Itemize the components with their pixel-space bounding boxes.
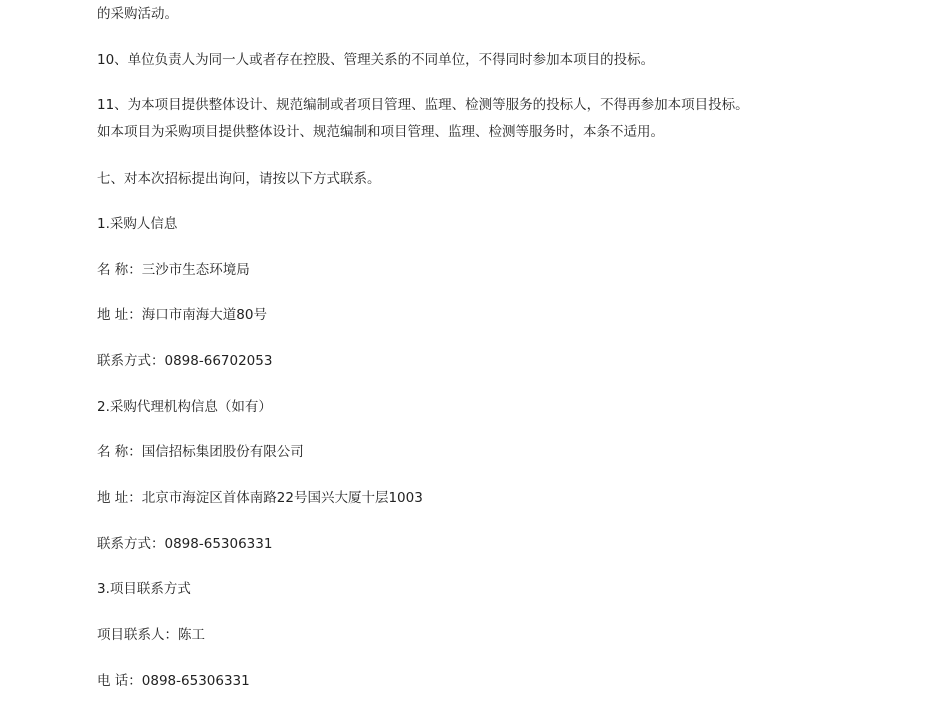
section-heading-inquiry-contact: 七、对本次招标提出询问，请按以下方式联系。 [97,171,381,187]
purchaser-contact: 联系方式：0898-66702053 [97,353,273,369]
paragraph-clause-11-note: 如本项目为采购项目提供整体设计、规范编制和项目管理、监理、检测等服务时，本条不适用。 [97,124,664,140]
purchaser-name: 名 称：三沙市生态环境局 [97,262,250,278]
subheading-purchaser-info: 1.采购人信息 [97,216,178,232]
purchaser-address: 地 址：海口市南海大道80号 [97,307,267,323]
paragraph-clause-11: 11、为本项目提供整体设计、规范编制或者项目管理、监理、检测等服务的投标人，不得再参加本项目投标。 [97,97,749,113]
agency-address: 地 址：北京市海淀区首体南路22号国兴大厦十层1003 [97,490,423,506]
agency-name: 名 称：国信招标集团股份有限公司 [97,444,304,460]
subheading-agency-info: 2.采购代理机构信息（如有） [97,399,272,415]
project-contact-phone: 电 话：0898-65306331 [97,673,250,689]
subheading-project-contact: 3.项目联系方式 [97,581,191,597]
paragraph-clause-10: 10、单位负责人为同一人或者存在控股、管理关系的不同单位，不得同时参加本项目的投标。 [97,52,655,68]
agency-contact: 联系方式：0898-65306331 [97,536,273,552]
project-contact-person: 项目联系人：陈工 [97,627,205,643]
paragraph-procurement-end: 的采购活动。 [97,6,178,22]
